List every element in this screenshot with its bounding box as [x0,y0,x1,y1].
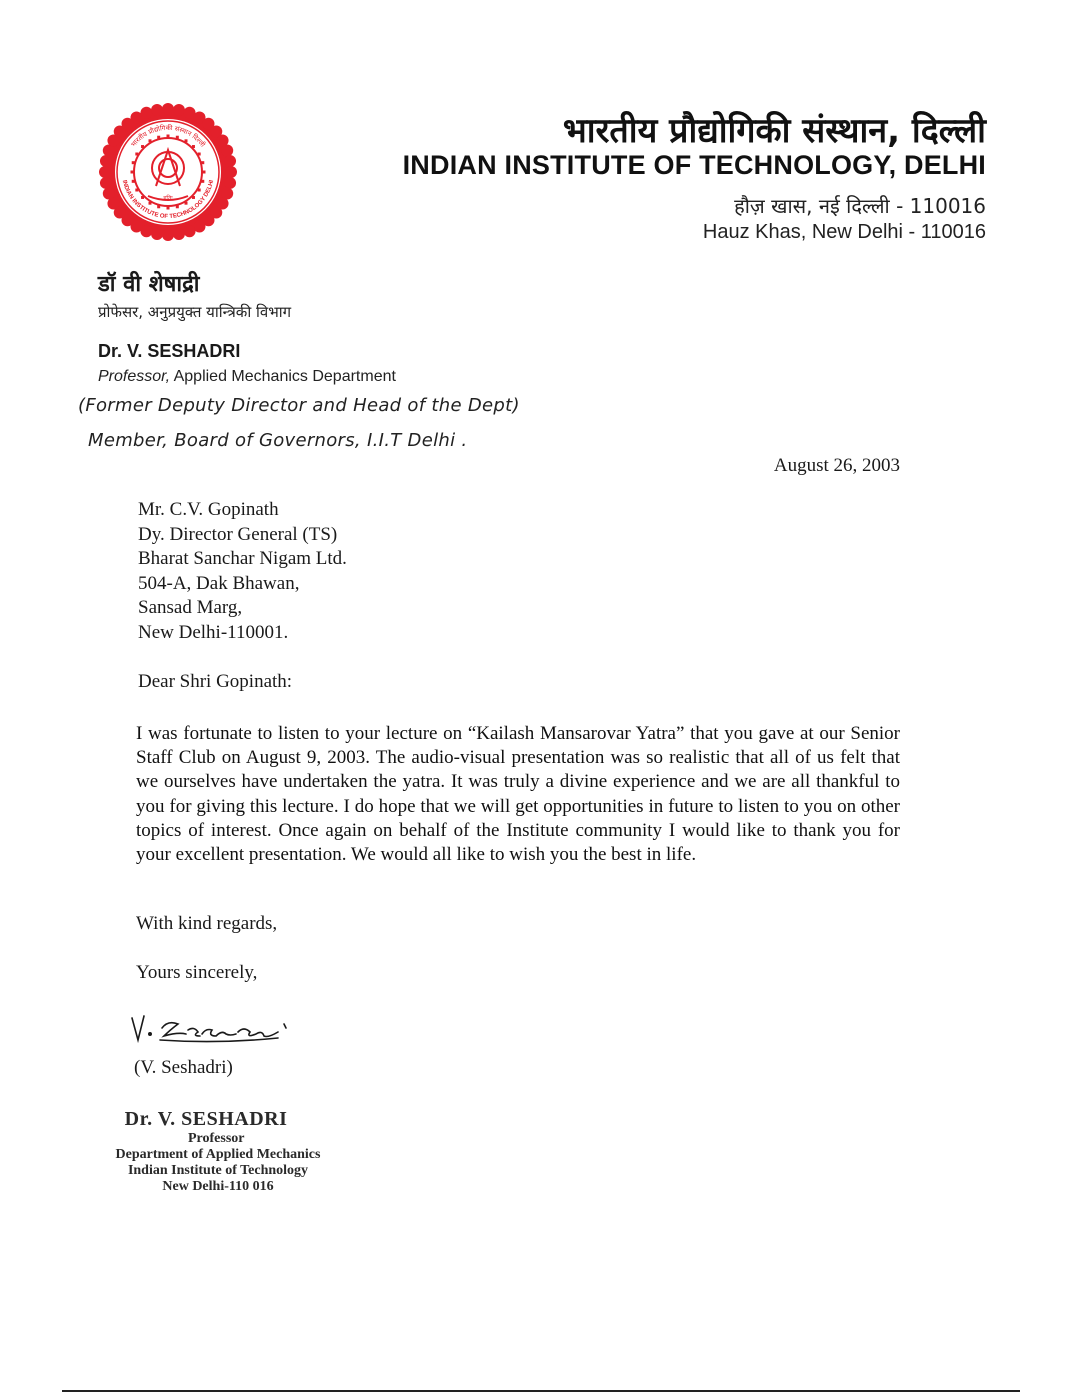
letter-body: I was fortunate to listen to your lecture on “Kailash Mansarovar Yatra” that you gave at our Senior Staff Club on August 9, 2003. The audio-visual presentation was so realistic that all of us felt that we ourselves have undertaken the yatra. It was truly a divine experience and we are all thankful to you for giving this lecture. I do hope that we will get opportunities in future to listen to you on other topics of interest. Once again on behalf of the Institute community I would like to thank you for your excellent presentation. We would all like to wish you the best in life. [136,723,900,866]
bottom-rule [62,1390,1020,1392]
closing: With kind regards, [136,913,278,934]
institute-address-english: Hauz Khas, New Delhi - 110016 [702,221,986,243]
sender-title-hindi: प्रोफेसर, अनुप्रयुक्त यान्त्रिकी विभाग [98,303,292,321]
sender-name-hindi: डॉ वी शेषाद्री [98,272,200,297]
recipient-address [138,498,347,646]
handwritten-note-former-role: (Former Deputy Director and Head of the Dept) [78,395,520,416]
institute-name-english: INDIAN INSTITUTE OF TECHNOLOGY, DELHI [402,150,986,180]
sender-name: Dr. V. SESHADRI [98,341,241,361]
stamp-city: New Delhi-110 016 [162,1179,274,1194]
recipient-line: 504-A, Dak Bhawan, [138,572,300,594]
svg-text:INDIAN INSTITUTE OF TECHNOLOGY: INDIAN INSTITUTE OF TECHNOLOGY DELHI [120,179,216,221]
sender-title-role: Professor, [98,368,171,385]
recipient-line: Bharat Sanchar Nigam Ltd. [138,548,347,570]
recipient-line: Dy. Director General (TS) [138,523,338,545]
svg-text:भारतीय प्रौद्योगिकी संस्थान दि: भारतीय प्रौद्योगिकी संस्थान दिल्ली [129,123,207,149]
recipient-line: Sansad Marg, [138,597,243,619]
salutation: Dear Shri Gopinath: [138,671,293,692]
recipient-line: Mr. C.V. Gopinath [138,499,279,520]
recipient-line: New Delhi-110001. [138,621,289,643]
handwritten-signature [128,1006,328,1046]
handwritten-note-board-member: Member, Board of Governors, I.I.T Delhi . [88,430,468,451]
institute-name-hindi: भारतीय प्रौद्योगिकी संस्थान, दिल्ली [562,111,986,151]
sender-title [98,368,396,386]
stamp-name: Dr. V. SESHADRI [124,1108,288,1130]
rubber-stamp [98,1108,338,1195]
sender-title-department: Applied Mechanics Department [170,368,396,385]
stamp-institute: Indian Institute of Technology [127,1163,309,1178]
stamp-department: Department of Applied Mechanics [115,1147,321,1162]
typed-signature-name: (V. Seshadri) [134,1057,233,1078]
svg-text:इतिः: इतिः [163,195,173,202]
stamp-role: Professor [188,1131,245,1146]
iit-delhi-seal-icon [96,100,240,244]
letter-date: August 26, 2003 [773,455,900,476]
signoff: Yours sincerely, [136,962,258,983]
institute-address-hindi: हौज़ खास, नई दिल्ली - 110016 [734,194,986,218]
